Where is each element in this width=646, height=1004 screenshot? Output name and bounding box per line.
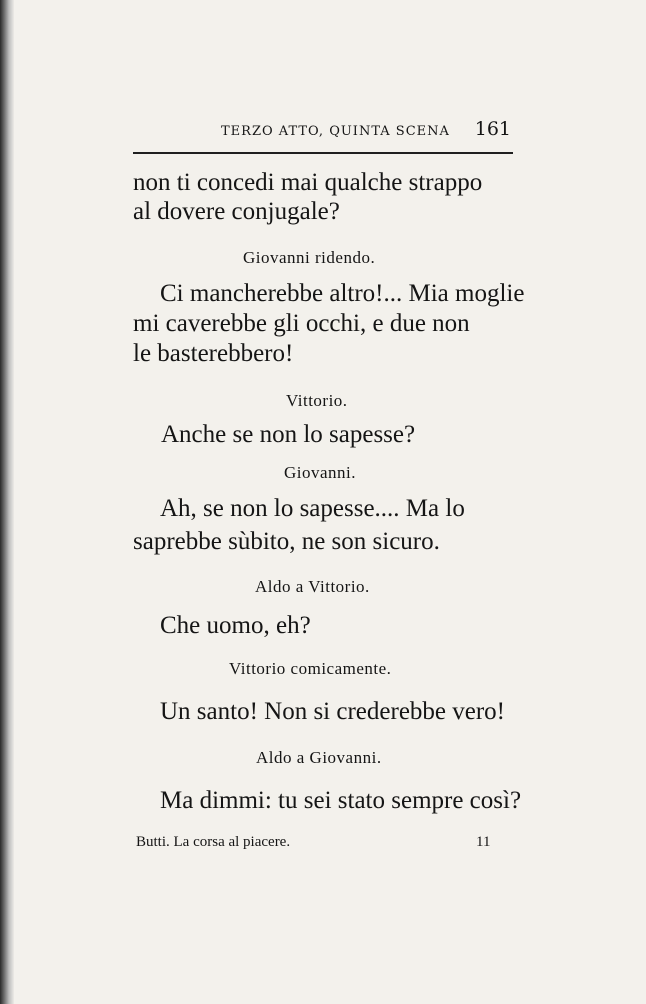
speaker-label: Aldo a Vittorio. — [255, 577, 370, 596]
footer-sheet-number: 11 — [476, 834, 491, 850]
text-line: Ah, se non lo sapesse.... Ma lo — [160, 495, 465, 522]
text-line: Anche se non lo sapesse? — [161, 421, 416, 448]
text-line: mi caverebbe gli occhi, e due non — [133, 310, 470, 337]
footer-signature: Butti. La corsa al piacere. — [136, 834, 291, 850]
text-line: Un santo! Non si crederebbe vero! — [160, 698, 506, 725]
page-number: 161 — [474, 118, 511, 140]
speaker-label: Giovanni. — [284, 463, 357, 482]
speaker-label: Aldo a Giovanni. — [256, 748, 382, 767]
text-line: al dovere conjugale? — [133, 198, 340, 225]
speaker-label: Vittorio. — [286, 391, 348, 410]
page-header — [221, 118, 511, 142]
text-line: Che uomo, eh? — [160, 612, 311, 639]
text-line: Ci mancherebbe altro!... Mia moglie — [160, 280, 525, 307]
running-head: TERZO ATTO, QUINTA SCENA — [221, 124, 450, 139]
header-rule — [133, 152, 513, 154]
text-line: non ti concedi mai qualche strappo — [133, 169, 483, 196]
text-line: Ma dimmi: tu sei stato sempre così? — [160, 787, 522, 814]
speaker-label: Giovanni ridendo. — [243, 248, 376, 267]
speaker-label: Vittorio comicamente. — [229, 659, 392, 678]
text-line: le basterebbero! — [133, 340, 294, 367]
text-line: saprebbe sùbito, ne son sicuro. — [133, 528, 440, 555]
